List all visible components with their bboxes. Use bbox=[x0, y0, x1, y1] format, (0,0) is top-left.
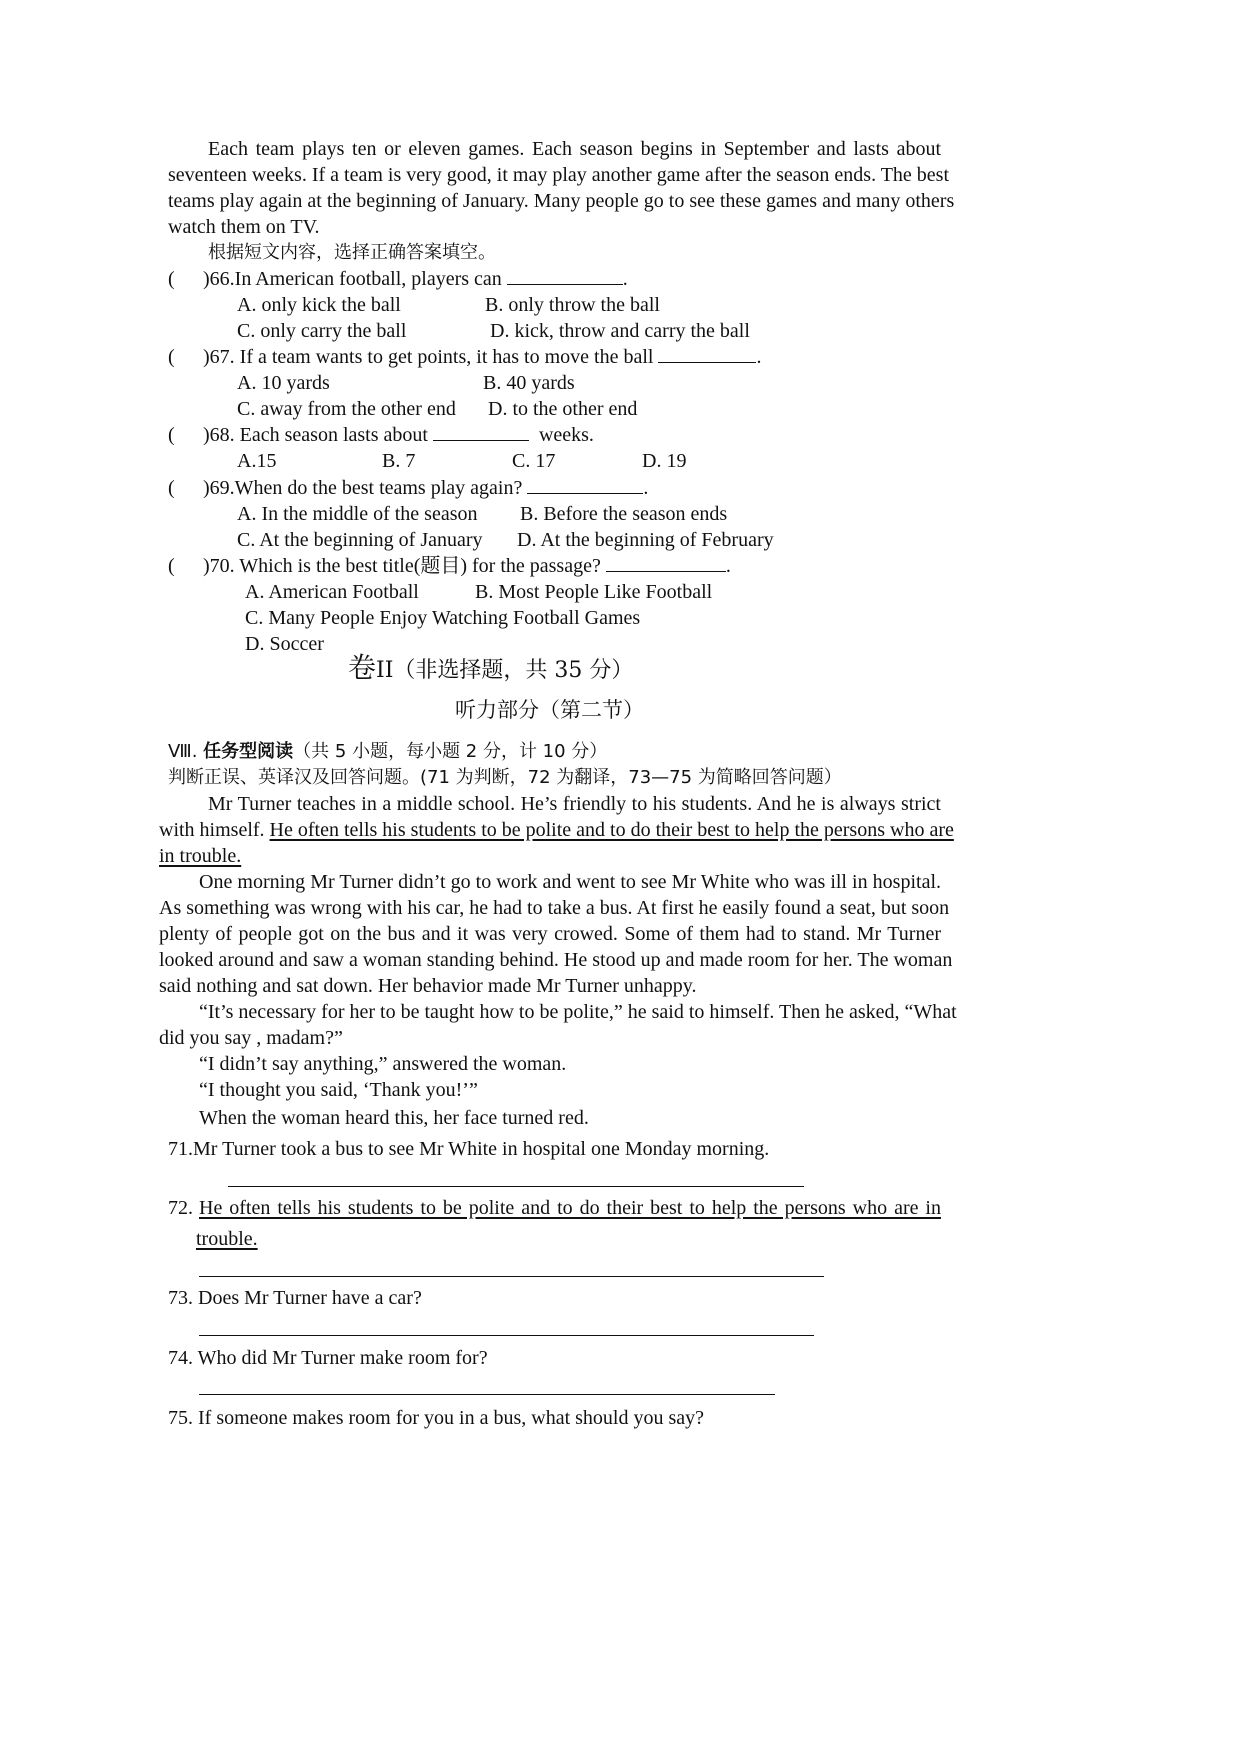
q70-option-c[interactable]: C. Many People Enjoy Watching Football Games bbox=[245, 607, 641, 629]
translation-sentence: He often tells his students to be polite and to do their best to help the persons who are bbox=[269, 819, 954, 841]
q67-option-a[interactable]: A. 10 yards bbox=[237, 372, 330, 394]
passage1-instruction: 根据短文内容，选择正确答案填空。 bbox=[208, 242, 496, 263]
answer-line-73[interactable] bbox=[199, 1335, 814, 1336]
passage2-p2-line-4: looked around and saw a woman standing behind. He stood up and made room for her. The woman bbox=[159, 949, 953, 971]
passage2-p5: “I thought you said, ‘Thank you!’” bbox=[199, 1079, 478, 1101]
q69-option-d[interactable]: D. At the beginning of February bbox=[517, 529, 774, 551]
passage2-p2-line-5: said nothing and sat down. Her behavior made Mr Turner unhappy. bbox=[159, 975, 697, 997]
task-72-number: 72. bbox=[168, 1197, 193, 1219]
q70-option-b[interactable]: B. Most People Like Football bbox=[475, 581, 713, 603]
passage2-p2-line-1: One morning Mr Turner didn’t go to work and went to see Mr White who was ill in hospital. bbox=[199, 871, 941, 893]
q69-answer-blank[interactable] bbox=[527, 475, 643, 494]
q69-stem: )69.When do the best teams play again? . bbox=[203, 477, 649, 499]
passage2-p4: “I didn’t say anything,” answered the woman. bbox=[199, 1053, 567, 1075]
q70-stem: )70. Which is the best title(题目) for the passage? . bbox=[203, 555, 731, 577]
passage2-p1-line-2: with himself. He often tells his students to be polite and to do their best to help the persons who are bbox=[159, 819, 954, 841]
q70-answer-blank[interactable] bbox=[606, 553, 726, 572]
passage2-p6: When the woman heard this, her face turned red. bbox=[199, 1107, 589, 1129]
section-heading: Ⅷ. 任务型阅读（共 5 小题，每小题 2 分，计 10 分） bbox=[168, 741, 608, 762]
q66-paren: ( bbox=[168, 268, 175, 290]
task-71: 71.Mr Turner took a bus to see Mr White in hospital one Monday morning. bbox=[168, 1138, 770, 1160]
section-title: 卷II（非选择题，共 35 分） bbox=[348, 651, 634, 684]
answer-line-71[interactable] bbox=[228, 1186, 804, 1187]
task-73: 73. Does Mr Turner have a car? bbox=[168, 1287, 422, 1309]
passage2-p3-line-1: “It’s necessary for her to be taught how to be polite,” he said to himself. Then he asked, “What bbox=[199, 1001, 957, 1023]
q67-paren: ( bbox=[168, 346, 175, 368]
task-74: 74. Who did Mr Turner make room for? bbox=[168, 1347, 488, 1369]
q66-option-c[interactable]: C. only carry the ball bbox=[237, 320, 407, 342]
q69-option-b[interactable]: B. Before the season ends bbox=[520, 503, 728, 525]
q68-option-d[interactable]: D. 19 bbox=[642, 450, 687, 472]
q68-stem: )68. Each season lasts about weeks. bbox=[203, 424, 594, 446]
q66-answer-blank[interactable] bbox=[507, 266, 623, 285]
q67-answer-blank[interactable] bbox=[658, 344, 756, 363]
task-72-line-2: trouble. bbox=[196, 1228, 258, 1250]
answer-line-74[interactable] bbox=[199, 1394, 775, 1395]
q70-option-d[interactable]: D. Soccer bbox=[245, 633, 324, 655]
passage1-line-2: seventeen weeks. If a team is very good, it may play another game after the season ends. The best bbox=[168, 164, 950, 186]
passage1-line-4: watch them on TV. bbox=[168, 216, 320, 238]
q67-stem: )67. If a team wants to get points, it has to move the ball . bbox=[203, 346, 762, 368]
passage2-p2-line-3: plenty of people got on the bus and it was very crowed. Some of them had to stand. Mr Turner bbox=[159, 923, 941, 945]
passage1-line-3: teams play again at the beginning of January. Many people go to see these games and many others bbox=[168, 190, 955, 212]
q68-paren: ( bbox=[168, 424, 175, 446]
passage1-line-1: Each team plays ten or eleven games. Each season begins in September and lasts about bbox=[208, 138, 941, 160]
passage2-p1-line-3: in trouble. bbox=[159, 845, 242, 867]
q68-option-b[interactable]: B. 7 bbox=[382, 450, 416, 472]
q70-paren: ( bbox=[168, 555, 175, 577]
q66-option-d[interactable]: D. kick, throw and carry the ball bbox=[490, 320, 750, 342]
task-75: 75. If someone makes room for you in a bus, what should you say? bbox=[168, 1407, 705, 1429]
q68-option-c[interactable]: C. 17 bbox=[512, 450, 556, 472]
q69-option-c[interactable]: C. At the beginning of January bbox=[237, 529, 483, 551]
q69-paren: ( bbox=[168, 477, 175, 499]
q69-option-a[interactable]: A. In the middle of the season bbox=[237, 503, 478, 525]
passage2-p1-line-1: Mr Turner teaches in a middle school. He’s friendly to his students. And he is always strict bbox=[208, 793, 941, 815]
q66-option-b[interactable]: B. only throw the ball bbox=[485, 294, 660, 316]
task-72-line-1: He often tells his students to be polite and to do their best to help the persons who are in bbox=[199, 1197, 941, 1219]
q66-option-a[interactable]: A. only kick the ball bbox=[237, 294, 401, 316]
answer-line-72[interactable] bbox=[199, 1276, 824, 1277]
q68-option-a[interactable]: A.15 bbox=[237, 450, 277, 472]
section-instruction: 判断正误、英译汉及回答问题。(71 为判断，72 为翻译，73—75 为简略回答问题） bbox=[168, 767, 842, 788]
passage2-p3-line-2: did you say , madam?” bbox=[159, 1027, 343, 1049]
q70-option-a[interactable]: A. American Football bbox=[245, 581, 419, 603]
section-subtitle: 听力部分（第二节） bbox=[455, 698, 644, 722]
q66-stem: )66.In American football, players can . bbox=[203, 268, 628, 290]
q68-answer-blank[interactable] bbox=[433, 422, 529, 441]
q67-option-d[interactable]: D. to the other end bbox=[488, 398, 638, 420]
q67-option-c[interactable]: C. away from the other end bbox=[237, 398, 456, 420]
passage2-p2-line-2: As something was wrong with his car, he had to take a bus. At first he easily found a seat, but soon bbox=[159, 897, 950, 919]
q67-option-b[interactable]: B. 40 yards bbox=[483, 372, 575, 394]
